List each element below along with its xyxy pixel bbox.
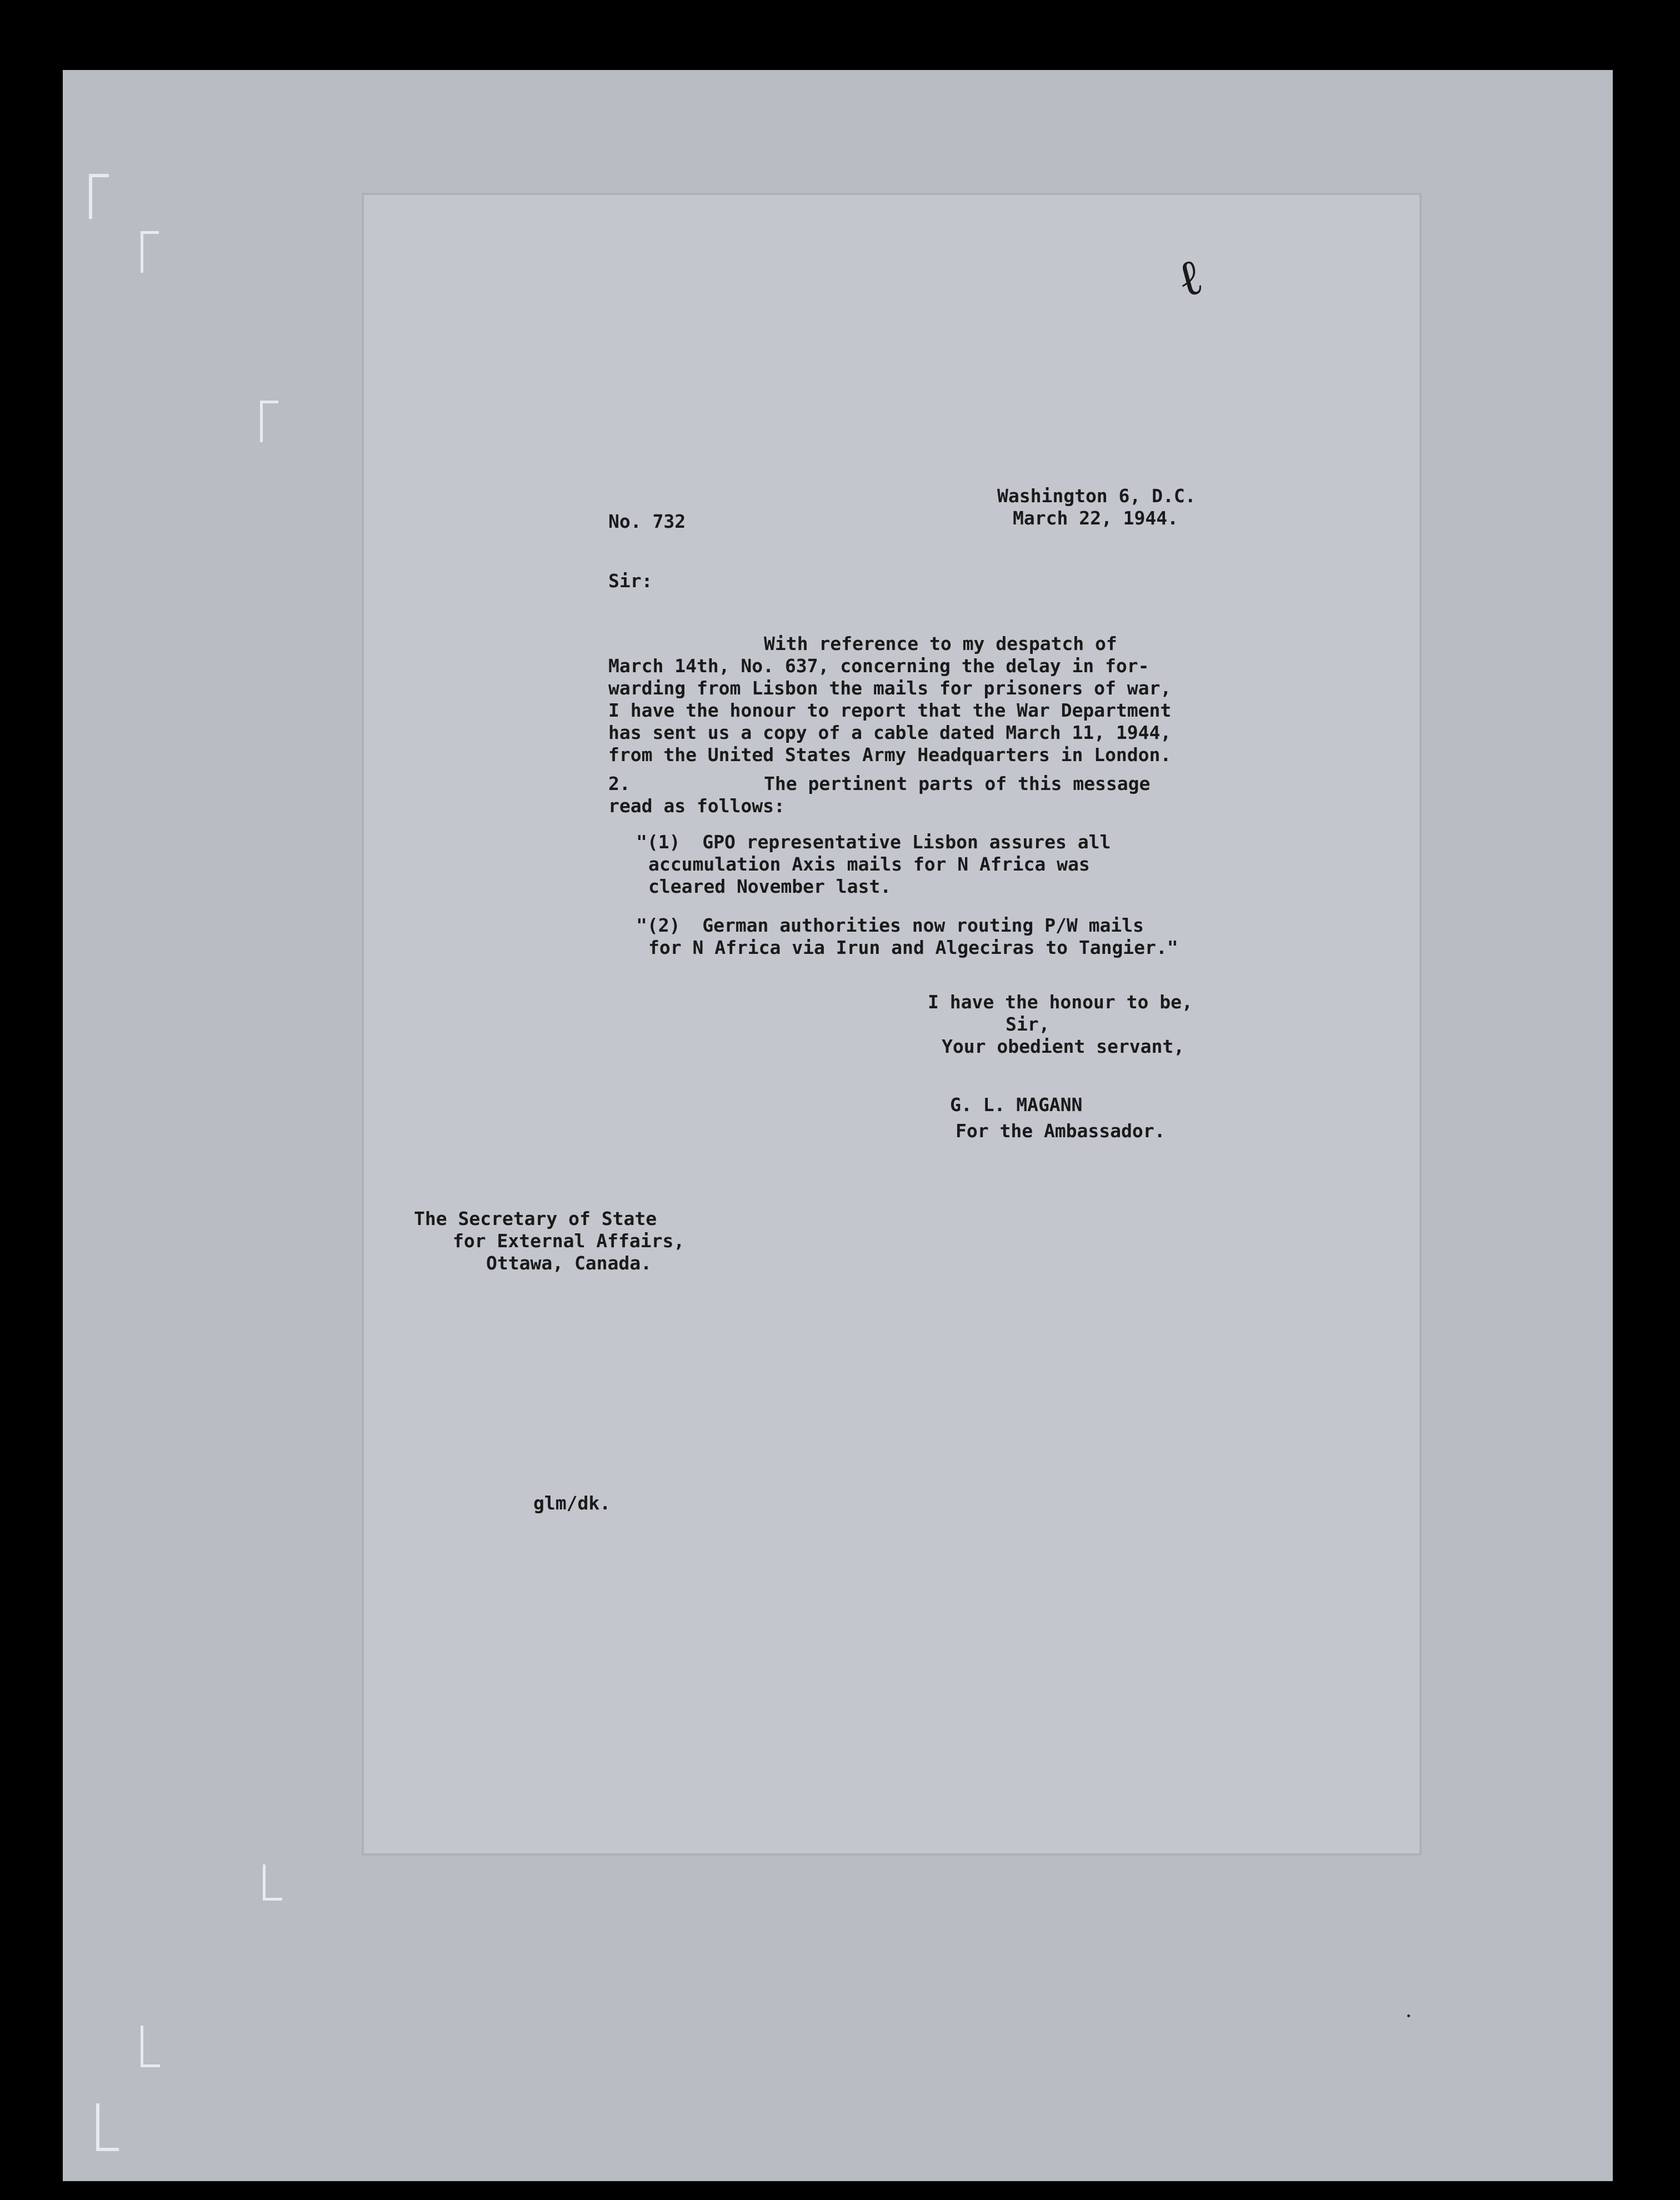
letter-sheet (364, 195, 1419, 1853)
film-corner-mark (89, 174, 109, 219)
handwritten-mark: ℓ (1171, 247, 1209, 309)
body-line: With reference to my despatch of (764, 633, 1117, 654)
quote-line: for N Africa via Irun and Algeciras to Tangier." (648, 937, 1178, 958)
scanned-page (63, 70, 1613, 2181)
closing-line: Your obedient servant, (942, 1036, 1185, 1057)
addressee-line: Ottawa, Canada. (486, 1252, 652, 1274)
film-corner-mark (96, 2103, 119, 2151)
paragraph-number: 2. (608, 773, 631, 794)
body-line: March 14th, No. 637, concerning the delay in for- (608, 655, 1149, 677)
closing-line: Sir, (1006, 1013, 1050, 1035)
quote-line: "(1) GPO representative Lisbon assures all (636, 831, 1111, 853)
body-line: I have the honour to report that the War Department (608, 699, 1172, 721)
body-line: The pertinent parts of this message (764, 773, 1151, 794)
body-line: has sent us a copy of a cable dated March 11, 1944, (608, 722, 1172, 743)
signature-name: G. L. MAGANN (950, 1094, 1083, 1116)
body-line: read as follows: (608, 795, 785, 817)
signature-title: For the Ambassador. (956, 1120, 1166, 1142)
typist-initials: glm/dk. (533, 1492, 611, 1514)
film-corner-mark (260, 401, 278, 442)
body-line: from the United States Army Headquarters in London. (608, 744, 1172, 766)
film-corner-mark (141, 2026, 160, 2067)
film-corner-mark (141, 231, 159, 273)
addressee-line: for External Affairs, (453, 1230, 685, 1252)
despatch-number: No. 732 (608, 511, 686, 532)
place-line: Washington 6, D.C. (997, 485, 1196, 507)
date-line: March 22, 1944. (1013, 507, 1179, 529)
quote-line: cleared November last. (648, 876, 892, 897)
salutation: Sir: (608, 570, 653, 592)
body-line: warding from Lisbon the mails for prisoners of war, (608, 677, 1172, 699)
film-corner-mark (263, 1864, 282, 1901)
speck (1407, 2014, 1410, 2017)
closing-line: I have the honour to be, (928, 991, 1193, 1013)
quote-line: accumulation Axis mails for N Africa was (648, 853, 1090, 875)
addressee-line: The Secretary of State (414, 1208, 657, 1229)
quote-line: "(2) German authorities now routing P/W mails (636, 914, 1144, 936)
